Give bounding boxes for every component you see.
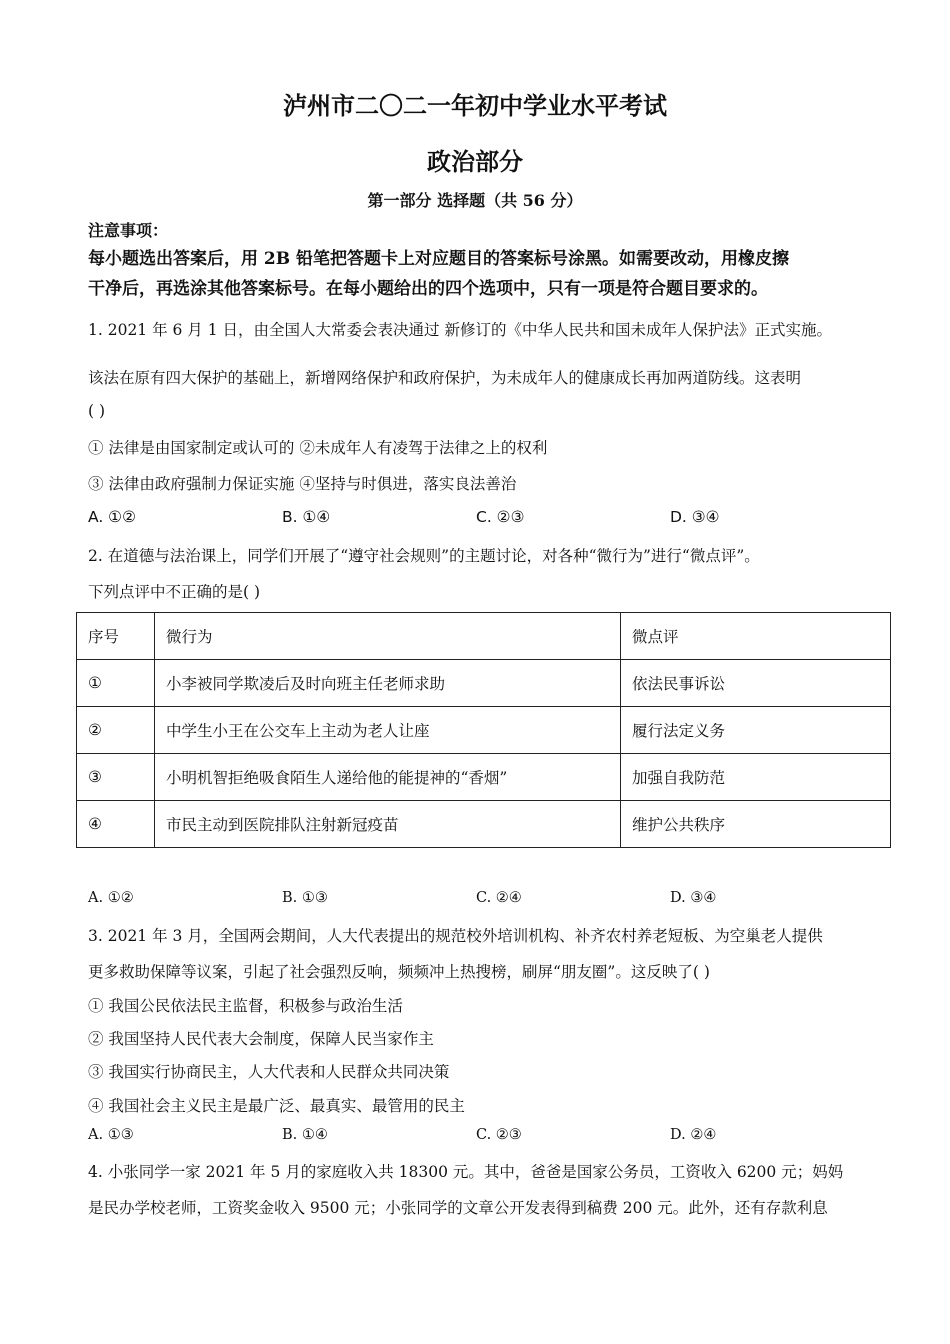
q2-table bbox=[76, 612, 891, 848]
table-cell: 小明机智拒绝吸食陌生人递给他的能提神的“香烟” bbox=[155, 754, 621, 801]
table-cell: ③ bbox=[77, 754, 155, 801]
q3-option-d: D. ②④ bbox=[670, 1127, 717, 1143]
table-cell: 加强自我防范 bbox=[621, 754, 891, 801]
q1-statements-2: ③ 法律由政府强制力保证实施 ④坚持与时俱进，落实良法善治 bbox=[88, 475, 517, 493]
table-cell: 履行法定义务 bbox=[621, 707, 891, 754]
table-header-cell: 微行为 bbox=[155, 613, 621, 660]
q1-option-a: A. ①② bbox=[88, 508, 136, 526]
q3-statement-2: ② 我国坚持人民代表大会制度，保障人民当家作主 bbox=[88, 1030, 434, 1048]
q3-statement-3: ③ 我国实行协商民主，人大代表和人民群众共同决策 bbox=[88, 1063, 450, 1081]
table-row bbox=[77, 660, 891, 707]
q2-stem-line-1: 2. 在道德与法治课上，同学们开展了“遵守社会规则”的主题讨论，对各种“微行为”进行“微点评”。 bbox=[88, 547, 760, 565]
q2-option-a: A. ①② bbox=[88, 890, 134, 906]
q2-option-d: D. ③④ bbox=[670, 890, 717, 906]
table-cell: ④ bbox=[77, 801, 155, 848]
notice-line-2: 干净后，再选涂其他答案标号。在每小题给出的四个选项中，只有一项是符合题目要求的。 bbox=[88, 279, 768, 299]
q3-option-b: B. ①④ bbox=[282, 1127, 328, 1143]
table-cell: ① bbox=[77, 660, 155, 707]
q1-statements-1: ① 法律是由国家制定或认可的 ②未成年人有凌驾于法律之上的权利 bbox=[88, 439, 548, 457]
table-header-row bbox=[77, 613, 891, 660]
q1-stem-line-1: 1. 2021 年 6 月 1 日，由全国人大常委会表决通过 新修订的《中华人民共和国未成年人保护法》正式实施。 bbox=[88, 321, 832, 339]
q4-stem-line-2: 是民办学校老师，工资奖金收入 9500 元；小张同学的文章公开发表得到稿费 200 元。此外，还有存款利息 bbox=[88, 1199, 828, 1217]
exam-title: 泸州市二〇二一年初中学业水平考试 bbox=[283, 91, 667, 120]
table-cell: 维护公共秩序 bbox=[621, 801, 891, 848]
table-header-cell: 序号 bbox=[77, 613, 155, 660]
table-row bbox=[77, 707, 891, 754]
q1-option-c: C. ②③ bbox=[476, 508, 525, 526]
exam-subtitle: 政治部分 bbox=[427, 147, 523, 176]
table-cell: 依法民事诉讼 bbox=[621, 660, 891, 707]
q1-option-b: B. ①④ bbox=[282, 508, 331, 526]
section-heading: 第一部分 选择题（共 56 分） bbox=[367, 191, 583, 210]
q4-stem-line-1: 4. 小张同学一家 2021 年 5 月的家庭收入共 18300 元。其中，爸爸是国家公务员，工资收入 6200 元；妈妈 bbox=[88, 1163, 844, 1181]
q1-stem-line-2: 该法在原有四大保护的基础上，新增网络保护和政府保护，为未成年人的健康成长再加两道防线。这表明 bbox=[88, 369, 802, 387]
q3-stem-line-1: 3. 2021 年 3 月，全国两会期间，人大代表提出的规范校外培训机构、补齐农村养老短板、为空巢老人提供 bbox=[88, 927, 823, 945]
notice-heading: 注意事项： bbox=[88, 221, 169, 240]
q3-statement-1: ① 我国公民依法民主监督，积极参与政治生活 bbox=[88, 997, 403, 1015]
q2-option-c: C. ②④ bbox=[476, 890, 522, 906]
table-cell: ② bbox=[77, 707, 155, 754]
q3-option-c: C. ②③ bbox=[476, 1127, 522, 1143]
table-row bbox=[77, 801, 891, 848]
table-cell: 中学生小王在公交车上主动为老人让座 bbox=[155, 707, 621, 754]
q2-stem-line-2: 下列点评中不正确的是( ) bbox=[88, 583, 261, 601]
notice-line-1: 每小题选出答案后，用 2B 铅笔把答题卡上对应题目的答案标号涂黑。如需要改动，用橡皮擦 bbox=[88, 249, 790, 269]
q3-statement-4: ④ 我国社会主义民主是最广泛、最真实、最管用的民主 bbox=[88, 1097, 465, 1115]
table-row bbox=[77, 754, 891, 801]
q3-option-a: A. ①③ bbox=[88, 1127, 134, 1143]
q2-option-b: B. ①③ bbox=[282, 890, 328, 906]
q1-option-d: D. ③④ bbox=[670, 508, 720, 526]
table-header-cell: 微点评 bbox=[621, 613, 891, 660]
q1-answer-blank: ( ) bbox=[88, 402, 106, 420]
table-cell: 市民主动到医院排队注射新冠疫苗 bbox=[155, 801, 621, 848]
q3-stem-line-2: 更多救助保障等议案，引起了社会强烈反响，频频冲上热搜榜，刷屏“朋友圈”。这反映了( ) bbox=[88, 963, 710, 981]
table-cell: 小李被同学欺凌后及时向班主任老师求助 bbox=[155, 660, 621, 707]
